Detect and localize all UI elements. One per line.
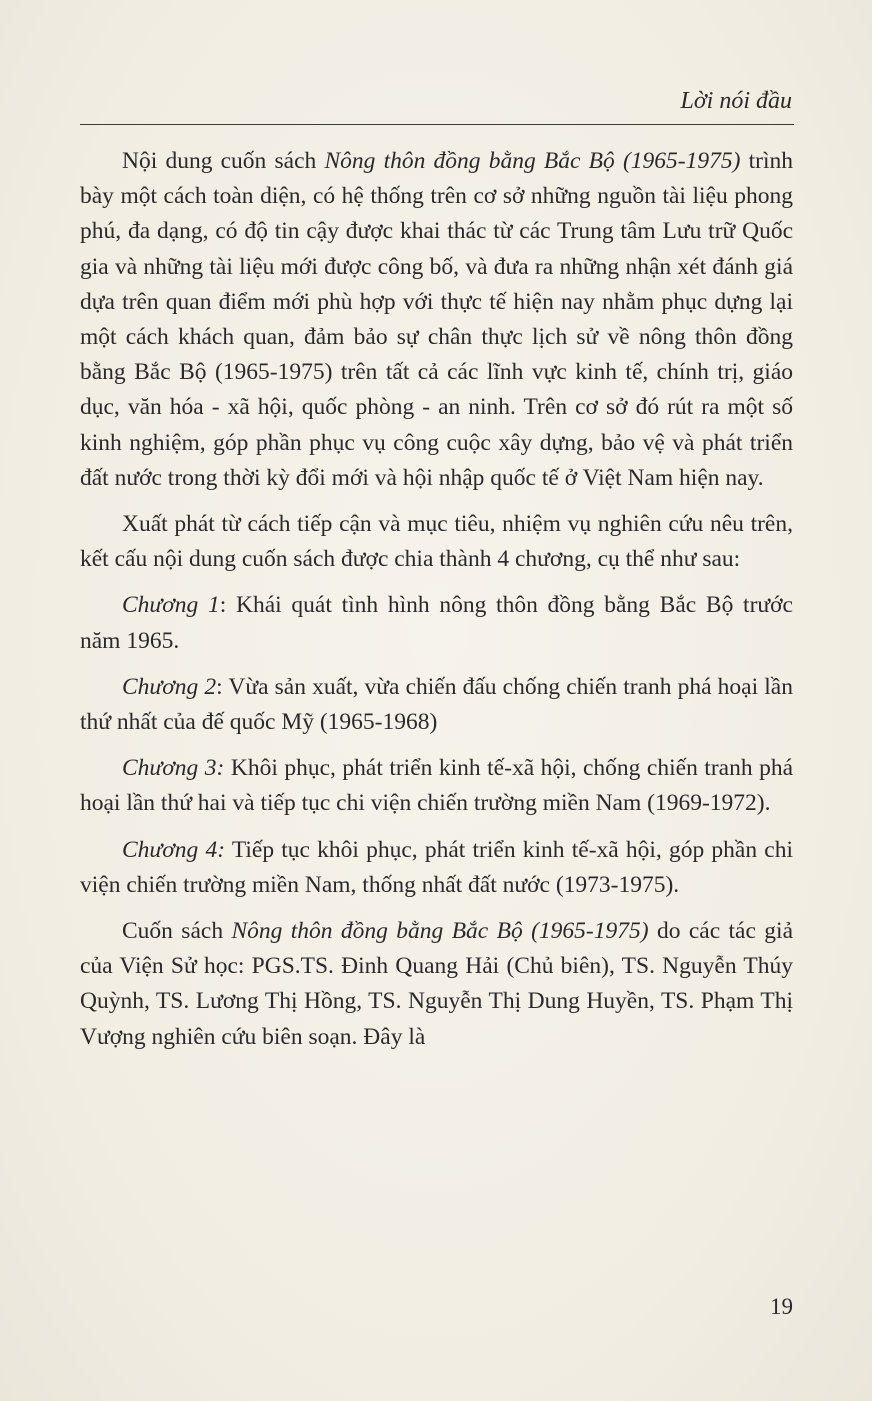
running-header xyxy=(80,84,794,125)
chapter-description: Khôi phục, phát triển kinh tế-xã hội, chống chiến tranh phá hoại lần thứ hai và tiếp tục chi viện chiến trường miền Nam (1969-1972). xyxy=(80,755,794,817)
chapter-3-item xyxy=(80,751,793,821)
chapter-description: : Vừa sản xuất, vừa chiến đấu chống chiến tranh phá hoại lần thứ nhất của đế quốc Mỹ (1965-1968) xyxy=(80,673,793,736)
chapter-description: : Khái quát tình hình nông thôn đồng bằng Bắc Bộ trước năm 1965. xyxy=(80,592,793,654)
book-title: Nông thôn đồng bằng Bắc Bộ (1965-1975) xyxy=(324,148,741,174)
chapter-label: Chương 4: xyxy=(122,836,226,863)
chapter-description: Tiếp tục khôi phục, phát triển kinh tế-xã hội, góp phần chi viện chiến trường miền Nam, thống nhất đất nước (1973-1975). xyxy=(80,836,794,898)
paragraph-authors xyxy=(80,914,793,1055)
paragraph-intro xyxy=(80,144,793,496)
page-number: 19 xyxy=(770,1294,793,1319)
chapter-1-item xyxy=(80,588,793,658)
paragraph-authors-rest: do các tác giả của Viện Sử học: PGS.TS. Đinh Quang Hải (Chủ biên), TS. Nguyễn Thúy Quỳnh, TS. Lương Thị Hồng, TS. Nguyễn Thị Dung Huyền, TS. Phạm Thị Vượng nghiên cứu biên soạn. Đây là xyxy=(80,918,793,1050)
book-title: Nông thôn đồng bằng Bắc Bộ (1965-1975) xyxy=(231,918,649,945)
paragraph-intro-rest: trình bày một cách toàn diện, có hệ thống trên cơ sở những nguồn tài liệu phong phú, đa dạng, có độ tin cậy được khai thác từ các Trung tâm Lưu trữ Quốc gia và những tài liệu mới được công bố, và đưa ra những nhận xét đánh giá dựa trên quan điểm mới phù hợp với thực tế hiện nay nhằm phục dựng lại một cách khách quan, đảm bảo sự chân thực lịch sử về nông thôn đồng bằng Bắc Bộ (1965-1975) trên tất cả các lĩnh vực kinh tế, chính trị, giáo dục, văn hóa - xã hội, quốc phòng - an ninh. Trên cơ sở đó rút ra một số kinh nghiệm, góp phần phục vụ công cuộc xây dựng, bảo vệ và phát triển đất nước trong thời kỳ đổi mới và hội nhập quốc tế ở Việt Nam hiện nay. xyxy=(80,148,793,491)
body-text xyxy=(80,144,793,1066)
paragraph-structure-text: Xuất phát từ cách tiếp cận và mục tiêu, nhiệm vụ nghiên cứu nêu trên, kết cấu nội dung cuốn sách được chia thành 4 chương, cụ thể như sau: xyxy=(80,511,793,573)
header-title: Lời nói đầu xyxy=(680,88,792,114)
chapter-2-item xyxy=(80,670,793,740)
paragraph-authors-prefix: Cuốn sách xyxy=(122,918,232,945)
chapter-label: Chương 3: xyxy=(122,755,225,782)
paragraph-structure xyxy=(80,507,793,577)
paragraph-intro-prefix: Nội dung cuốn sách xyxy=(122,148,325,174)
chapter-label: Chương 1 xyxy=(122,592,220,619)
chapter-4-item xyxy=(80,833,793,903)
chapter-label: Chương 2 xyxy=(122,673,217,700)
